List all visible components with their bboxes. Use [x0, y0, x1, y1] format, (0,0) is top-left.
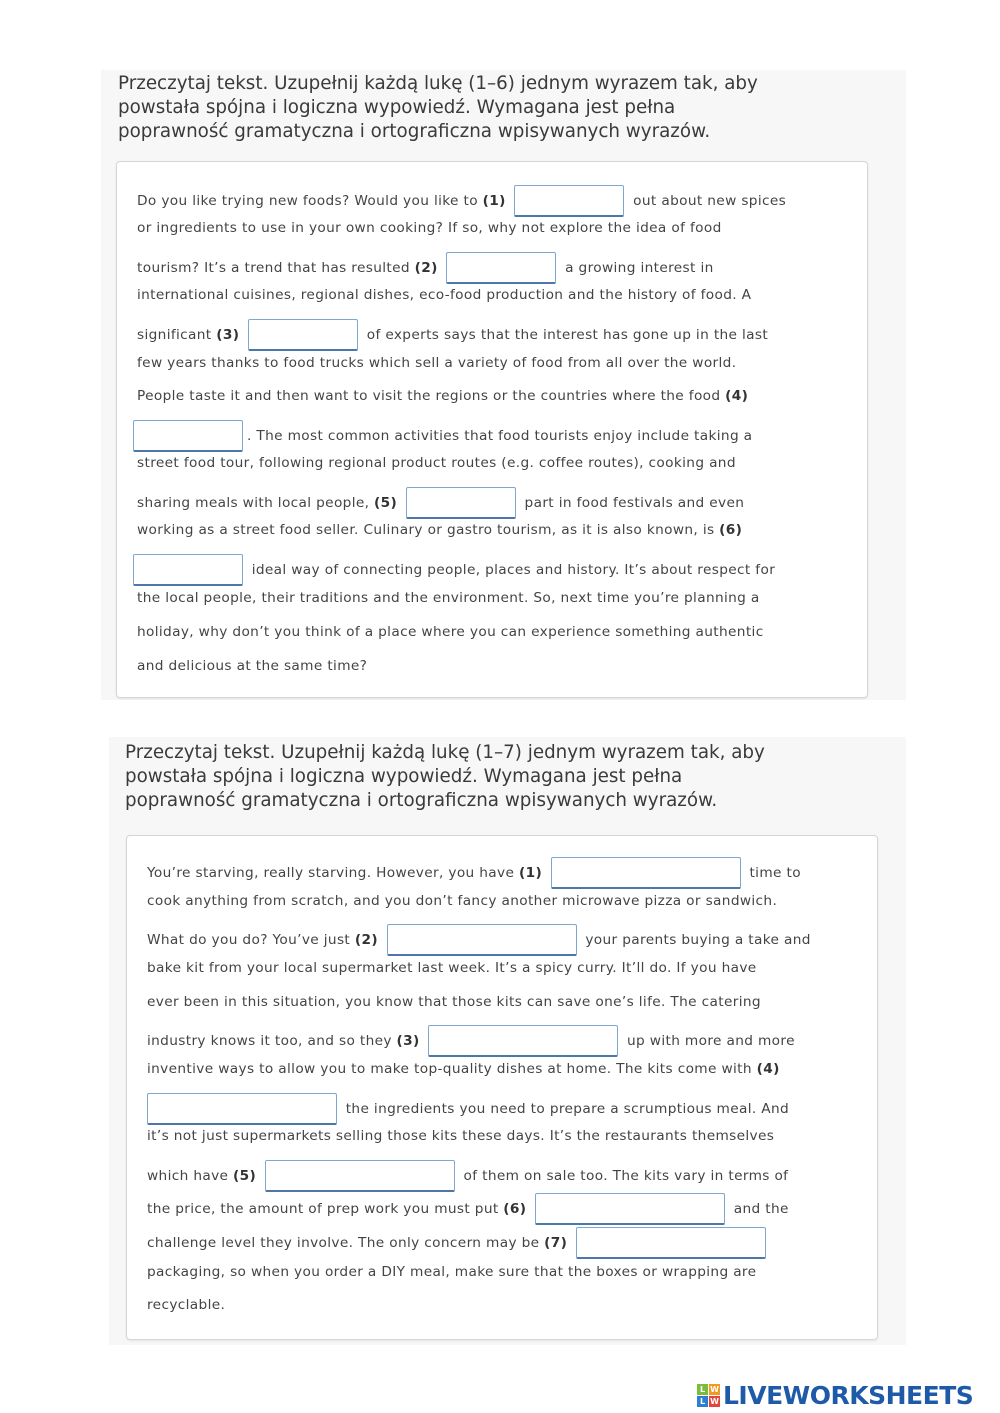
text-line [133, 554, 775, 586]
text-fragment: and the [733, 1201, 789, 1217]
text-line: packaging, so when you order a DIY meal, make sure that the boxes or wrapping are [147, 1264, 757, 1280]
text-fragment: part in food festivals and even [524, 495, 745, 511]
gap-3-input[interactable] [428, 1025, 618, 1057]
gap-4-input[interactable] [147, 1093, 337, 1125]
gap-number: (5) [374, 495, 398, 511]
logo-icon-letter: W [710, 1396, 719, 1406]
text-line: cook anything from scratch, and you don’t fancy another microwave pizza or sandwich. [147, 893, 778, 909]
text-line [147, 1059, 780, 1079]
text-line [147, 857, 801, 889]
text-line [137, 319, 768, 351]
liveworksheets-logo[interactable] [697, 1378, 973, 1412]
instruction-line: Przeczytaj tekst. Uzupełnij każdą lukę (1–6) jednym wyrazem tak, aby [118, 73, 758, 94]
liveworksheets-icon [697, 1384, 720, 1407]
text-fragment: sharing meals with local people, [137, 495, 375, 511]
gap-number: (2) [354, 932, 378, 948]
gap-3-input[interactable] [248, 319, 358, 351]
text-fragment: the ingredients you need to prepare a scrumptious meal. And [345, 1101, 790, 1117]
text-fragment: significant [137, 327, 217, 343]
text-fragment: which have [147, 1168, 234, 1184]
gap-number: (6) [503, 1201, 527, 1217]
text-line [137, 487, 744, 519]
gap-5-input[interactable] [406, 487, 516, 519]
text-fragment: What do you do? You’ve just [147, 932, 355, 948]
text-fragment: time to [749, 865, 801, 881]
exercise-2-text-box [126, 835, 878, 1340]
instruction-line: Przeczytaj tekst. Uzupełnij każdą lukę (1–7) jednym wyrazem tak, aby [125, 742, 765, 763]
exercise-2-instruction [125, 741, 895, 813]
gap-number: (1) [518, 865, 543, 881]
text-fragment: tourism? It’s a trend that has resulted [137, 260, 415, 276]
gap-number: (3) [216, 327, 240, 343]
text-line [147, 1193, 789, 1225]
text-line: ever been in this situation, you know that those kits can save one’s life. The catering [147, 994, 761, 1010]
text-fragment: the price, the amount of prep work you must put [147, 1201, 504, 1217]
gap-number: (4) [725, 388, 749, 404]
instruction-line: poprawność gramatyczna i ortograficzna wpisywanych wyrazów. [118, 121, 711, 142]
text-line: international cuisines, regional dishes, eco-food production and the history of food. A [137, 287, 752, 303]
gap-number: (6) [719, 522, 743, 538]
instruction-line: powstała spójna i logiczna wypowiedź. Wymagana jest pełna [118, 97, 676, 118]
text-fragment: . The most common activities that food tourists enjoy include taking a [247, 428, 753, 444]
text-fragment: Do you like trying new foods? Would you like to [137, 193, 483, 209]
gap-number: (4) [756, 1061, 780, 1077]
instruction-line: powstała spójna i logiczna wypowiedź. Wymagana jest pełna [125, 766, 683, 787]
instruction-line: poprawność gramatyczna i ortograficzna wpisywanych wyrazów. [125, 790, 718, 811]
text-fragment: your parents buying a take and [585, 932, 811, 948]
text-line: the local people, their traditions and the environment. So, next time you’re planning a [137, 590, 760, 606]
gap-4-input[interactable] [133, 420, 243, 452]
text-line [147, 924, 811, 956]
gap-6-input[interactable] [133, 554, 243, 586]
gap-number: (2) [414, 260, 438, 276]
gap-number: (1) [482, 193, 506, 209]
text-line [137, 252, 714, 284]
text-fragment: ideal way of connecting people, places and history. It’s about respect for [251, 562, 776, 578]
gap-number: (5) [233, 1168, 257, 1184]
exercise-1-instruction [118, 72, 888, 144]
exercise-2 [109, 737, 906, 1345]
text-line [147, 1227, 770, 1259]
text-line: bake kit from your local supermarket last week. It’s a spicy curry. It’ll do. If you have [147, 960, 757, 976]
text-line [137, 386, 748, 406]
text-fragment: People taste it and then want to visit the regions or the countries where the food [137, 388, 726, 404]
text-line [137, 185, 786, 217]
text-fragment: out about new spices [633, 193, 787, 209]
gap-2-input[interactable] [446, 252, 556, 284]
text-fragment: of experts says that the interest has gone up in the last [366, 327, 769, 343]
text-fragment: up with more and more [627, 1033, 795, 1049]
text-line: and delicious at the same time? [137, 658, 368, 674]
logo-icon-letter: L [697, 1384, 708, 1395]
text-line: street food tour, following regional product routes (e.g. coffee routes), cooking and [137, 455, 736, 471]
gap-1-input[interactable] [514, 185, 624, 217]
exercise-1 [101, 70, 906, 700]
text-line: holiday, why don’t you think of a place where you can experience something authentic [137, 624, 764, 640]
exercise-1-text-box [116, 161, 868, 698]
text-line: it’s not just supermarkets selling those kits these days. It’s the restaurants themselves [147, 1128, 775, 1144]
text-fragment: of them on sale too. The kits vary in terms of [463, 1168, 789, 1184]
gap-number: (3) [396, 1033, 420, 1049]
text-line: recyclable. [147, 1297, 226, 1313]
logo-icon-letter: L [697, 1396, 708, 1407]
gap-6-input[interactable] [535, 1193, 725, 1225]
gap-5-input[interactable] [265, 1160, 455, 1192]
text-fragment: inventive ways to allow you to make top-quality dishes at home. The kits come with [147, 1061, 757, 1077]
gap-number: (7) [544, 1235, 568, 1251]
text-fragment: challenge level they involve. The only concern may be [147, 1235, 545, 1251]
text-line: few years thanks to food trucks which sell a variety of food from all over the world. [137, 355, 737, 371]
text-line: or ingredients to use in your own cooking? If so, why not explore the idea of food [137, 220, 722, 236]
logo-text: LIVEWORKSHEETS [723, 1380, 974, 1410]
gap-1-input[interactable] [551, 857, 741, 889]
text-line [147, 1160, 788, 1192]
text-fragment: working as a street food seller. Culinary or gastro tourism, as it is also known, is [137, 522, 720, 538]
text-line [133, 420, 752, 452]
text-fragment: a growing interest in [565, 260, 714, 276]
text-fragment: You’re starving, really starving. However, you have [147, 865, 519, 881]
logo-icon-letter: W [710, 1384, 719, 1394]
gap-2-input[interactable] [387, 924, 577, 956]
gap-7-input[interactable] [576, 1227, 766, 1259]
text-line [147, 1093, 789, 1125]
text-line [147, 1025, 795, 1057]
text-fragment: industry knows it too, and so they [147, 1033, 397, 1049]
text-line [137, 520, 742, 540]
